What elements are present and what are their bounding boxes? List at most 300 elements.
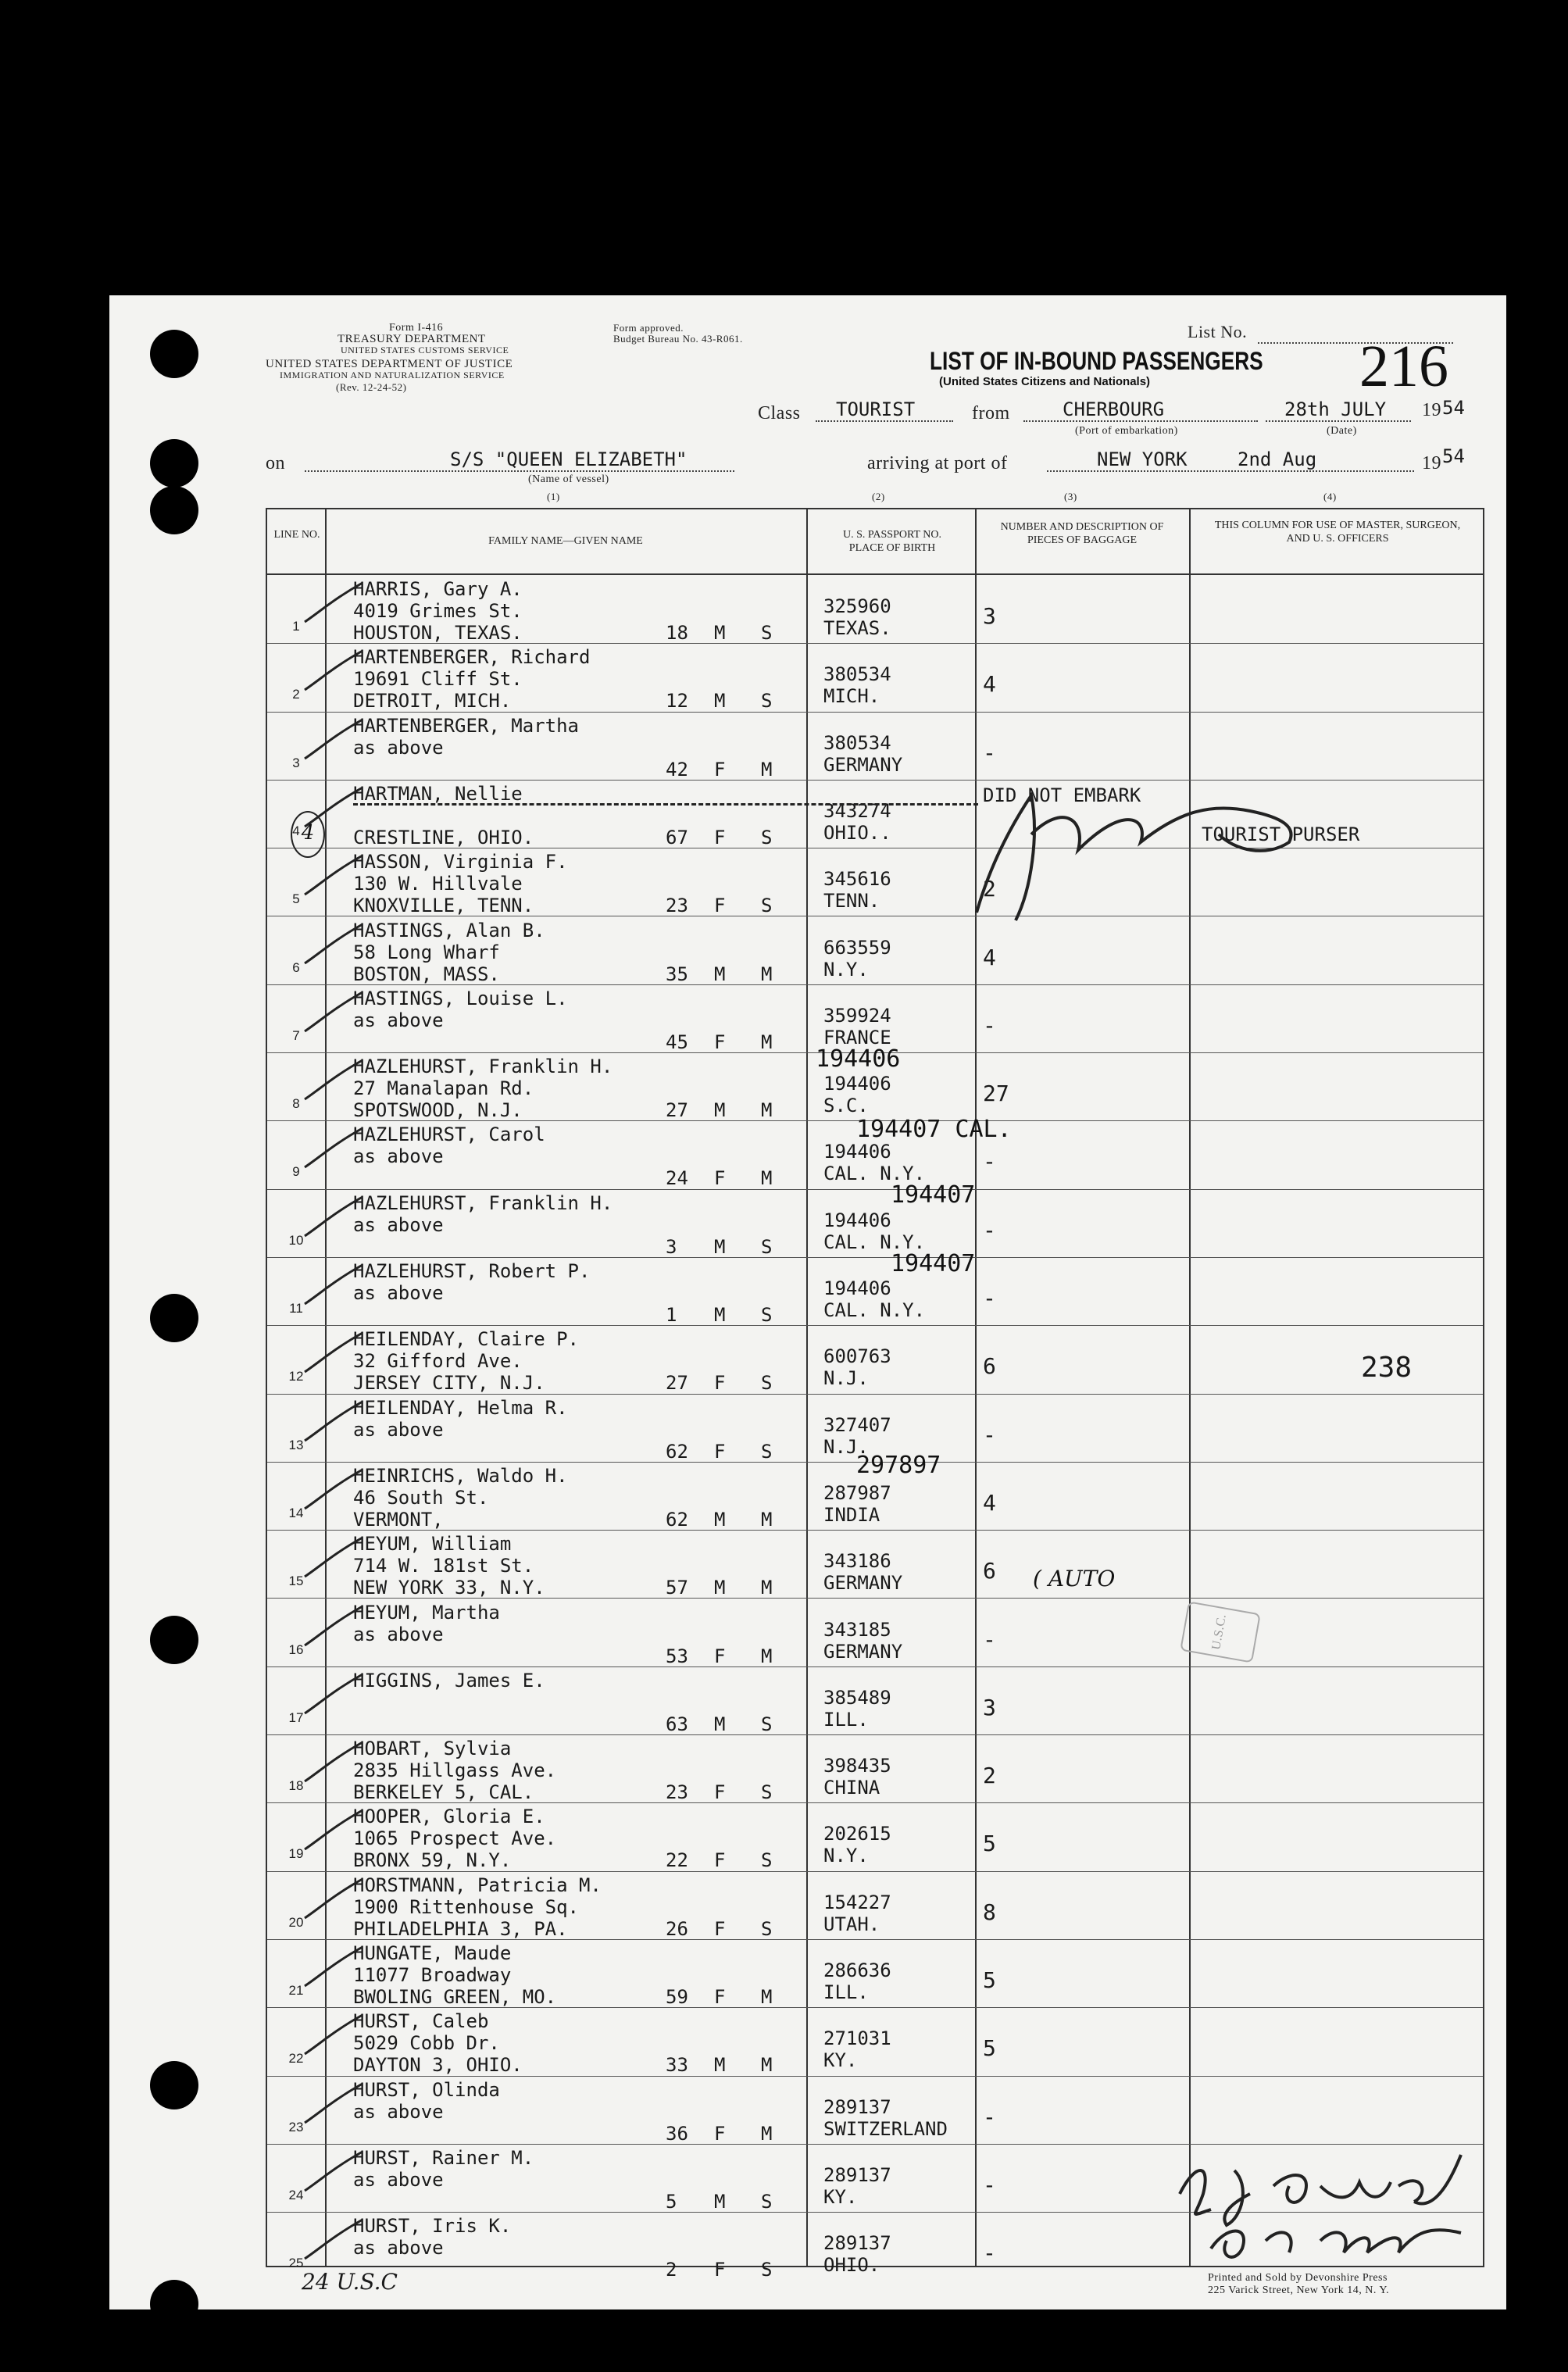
date-line <box>1266 420 1411 422</box>
place-of-birth: TENN. <box>823 890 880 913</box>
page-title: LIST OF IN-BOUND PASSENGERS <box>930 347 1263 375</box>
line-number: 1 <box>292 619 300 634</box>
year-prefix: 19 <box>1422 400 1441 420</box>
table-row <box>267 1666 1483 1734</box>
sex: M <box>714 1577 726 1599</box>
passport-number: 600763 <box>823 1345 891 1368</box>
list-no-label: List No. <box>1188 322 1248 341</box>
address-line-1: as above <box>353 2100 444 2123</box>
address-line-2: DETROIT, MICH. <box>353 690 512 713</box>
passenger-name: HARTENBERGER, Martha <box>353 714 579 737</box>
address-line-2: DAYTON 3, OHIO. <box>353 2054 523 2077</box>
check-tick-icon <box>303 1328 366 1377</box>
marital-status: S <box>761 1440 773 1463</box>
passenger-name: HEINRICHS, Waldo H. <box>353 1464 568 1487</box>
date-caption: (Date) <box>1327 425 1357 437</box>
age: 1 <box>666 1304 677 1326</box>
passenger-name: HURST, Olinda <box>353 2078 500 2101</box>
age: 23 <box>666 1781 688 1804</box>
table-row <box>267 2007 1483 2075</box>
line-number: 25 <box>288 2256 304 2271</box>
age: 67 <box>666 826 688 848</box>
place-of-birth: N.Y. <box>823 958 869 981</box>
marital-status: M <box>761 963 773 985</box>
check-tick-icon <box>303 851 366 899</box>
line-number: 2 <box>292 687 300 702</box>
passport-number: 343185 <box>823 1618 891 1641</box>
address-line-1: 11077 Broadway <box>353 1964 512 1986</box>
passenger-name: HARTENBERGER, Richard <box>353 646 591 669</box>
age: 57 <box>666 1577 688 1599</box>
place-of-birth: N.J. <box>823 1435 869 1458</box>
age: 63 <box>666 1713 688 1735</box>
passenger-name: HIGGINS, James E. <box>353 1669 545 1691</box>
passport-number: 202615 <box>823 1823 891 1845</box>
marital-status: S <box>761 1372 773 1395</box>
check-tick-icon <box>303 2010 366 2059</box>
form-number: Form I-416 <box>389 322 444 334</box>
place-of-birth: CAL. N.Y. <box>823 1299 926 1321</box>
officer-note: TOURIST PURSER <box>1202 823 1360 845</box>
address-line-2: BRONX 59, N.Y. <box>353 1849 512 1872</box>
baggage-count: 4 <box>983 1489 996 1516</box>
col-num-1: (1) <box>547 491 560 502</box>
passenger-name: HASTINGS, Alan B. <box>353 919 545 941</box>
correction-row-10: 194407 <box>891 1181 976 1209</box>
sex: F <box>714 1917 726 1940</box>
vessel-caption: (Name of vessel) <box>528 473 609 485</box>
baggage-count: 3 <box>983 1694 996 1720</box>
check-tick-icon <box>303 1942 366 1991</box>
marital-status: S <box>761 826 773 848</box>
address-line-2: CRESTLINE, OHIO. <box>353 826 534 848</box>
place-of-birth: CAL. N.Y. <box>823 1163 926 1185</box>
baggage-count: 5 <box>983 1831 996 1857</box>
line-number: 17 <box>288 1709 304 1725</box>
arrival-line <box>1047 470 1414 472</box>
port-caption: (Port of embarkation) <box>1075 425 1178 437</box>
baggage-count: - <box>983 1421 996 1448</box>
passenger-name: HOOPER, Gloria E. <box>353 1806 545 1828</box>
col-header-baggage: NUMBER AND DESCRIPTION OF PIECES OF BAGGAGE <box>1000 521 1164 546</box>
check-tick-icon <box>303 988 366 1036</box>
passenger-name: HAZLEHURST, Robert P. <box>353 1260 591 1282</box>
place-of-birth: KY. <box>823 2185 858 2208</box>
line-number: 22 <box>288 2051 304 2067</box>
passport-number: 194406 <box>823 1073 891 1095</box>
class-label: Class <box>758 403 801 423</box>
baggage-count: - <box>983 1216 996 1243</box>
place-of-birth: UTAH. <box>823 1913 880 1935</box>
col-header-officers: THIS COLUMN FOR USE OF MASTER, SURGEON, AND U. S. OFFICERS <box>1214 520 1461 545</box>
passenger-name: HOBART, Sylvia <box>353 1738 512 1760</box>
check-tick-icon <box>303 2215 366 2263</box>
passenger-name: HEILENDAY, Helma R. <box>353 1396 568 1419</box>
place-of-birth: GERMANY <box>823 1572 903 1595</box>
arrival-year: 54 <box>1442 445 1465 467</box>
passenger-name: HEILENDAY, Claire P. <box>353 1328 579 1351</box>
line-number: 5 <box>292 891 300 907</box>
line-number: 21 <box>288 1983 304 1998</box>
address-line-1: as above <box>353 1213 444 1236</box>
age: 26 <box>666 1917 688 1940</box>
revision: (Rev. 12-24-52) <box>336 381 407 393</box>
table-row <box>267 984 1483 1052</box>
passport-number: 380534 <box>823 731 891 754</box>
check-tick-icon <box>303 715 366 763</box>
punch-hole <box>150 486 198 534</box>
address-line-1: 5029 Cobb Dr. <box>353 2032 500 2055</box>
sex: F <box>714 1986 726 2008</box>
marital-status: S <box>761 690 773 713</box>
passport-number: 287987 <box>823 1481 891 1504</box>
baggage-count: 5 <box>983 2035 996 2062</box>
place-of-birth: TEXAS. <box>823 617 891 639</box>
address-line-2: KNOXVILLE, TENN. <box>353 895 534 917</box>
sex: M <box>714 1713 726 1735</box>
page-subtitle: (United States Citizens and Nationals) <box>939 375 1151 388</box>
punch-hole <box>150 2061 198 2109</box>
address-line-1: as above <box>353 736 444 759</box>
footer-usc: 24 U.S.C <box>302 2269 398 2295</box>
line-number: 13 <box>288 1437 304 1452</box>
sex: F <box>714 1167 726 1190</box>
printer-line-1: Printed and Sold by Devonshire Press <box>1208 2272 1388 2284</box>
place-of-birth: FRANCE <box>823 1026 891 1048</box>
row4-circle <box>291 811 325 858</box>
line-number: 18 <box>288 1778 304 1794</box>
passenger-name: HUNGATE, Maude <box>353 1942 512 1964</box>
check-tick-icon <box>303 578 366 627</box>
correction-row-9: 194407 CAL. <box>856 1116 1012 1143</box>
place-of-birth: GERMANY <box>823 753 903 776</box>
form-approved: Form approved. <box>613 322 684 334</box>
auto-note: ( AUTO <box>1033 1566 1116 1591</box>
line-number: 7 <box>292 1027 300 1043</box>
line-number: 4 <box>292 823 300 838</box>
baggage-count: 2 <box>983 1763 996 1789</box>
sex: F <box>714 1849 726 1872</box>
passport-number: 327407 <box>823 1413 891 1436</box>
age: 36 <box>666 2122 688 2145</box>
sex: F <box>714 895 726 917</box>
sex: F <box>714 1781 726 1804</box>
address-line-2: BERKELEY 5, CAL. <box>353 1781 534 1804</box>
table-row <box>267 1939 1483 2007</box>
address-line-1: 58 Long Wharf <box>353 941 500 963</box>
correction-row-11: 194407 <box>891 1250 976 1277</box>
marital-status: S <box>761 1713 773 1735</box>
address-line-1: 130 W. Hillvale <box>353 873 523 895</box>
check-tick-icon <box>303 1533 366 1581</box>
passenger-name: HASSON, Virginia F. <box>353 851 568 873</box>
place-of-birth: OHIO.. <box>823 821 891 844</box>
punch-hole <box>150 330 198 378</box>
marital-status: S <box>761 1235 773 1258</box>
line-number: 20 <box>288 1914 304 1930</box>
class-line <box>816 420 953 422</box>
passport-number: 325960 <box>823 595 891 617</box>
passport-number: 194406 <box>823 1141 891 1163</box>
place-of-birth: OHIO. <box>823 2254 880 2277</box>
address-line-2: BOSTON, MASS. <box>353 963 500 985</box>
col-num-2: (2) <box>872 491 885 502</box>
age: 18 <box>666 622 688 644</box>
passenger-name: HAZLEHURST, Franklin H. <box>353 1191 613 1214</box>
address-line-1: 32 Gifford Ave. <box>353 1350 523 1373</box>
baggage-count: - <box>983 739 996 766</box>
arrival-date: 2nd Aug <box>1238 448 1317 470</box>
marital-status: M <box>761 1508 773 1531</box>
sex: M <box>714 1304 726 1326</box>
line-number: 24 <box>288 2187 304 2202</box>
address-line-2: SPOTSWOOD, N.J. <box>353 1099 523 1122</box>
address-line-1: 46 South St. <box>353 1486 489 1509</box>
line-number: 3 <box>292 755 300 770</box>
col-header-passport: U. S. PASSPORT NO. PLACE OF BIRTH <box>843 529 941 554</box>
baggage-count: - <box>983 1148 996 1175</box>
table-row <box>267 712 1483 780</box>
place-of-birth: INDIA <box>823 1503 880 1526</box>
age: 2 <box>666 2259 677 2281</box>
age: 35 <box>666 963 688 985</box>
check-tick-icon <box>303 1465 366 1513</box>
line-number: 10 <box>288 1232 304 1248</box>
address-line-1: as above <box>353 2237 444 2259</box>
sex: F <box>714 1440 726 1463</box>
address-line-1: 1065 Prospect Ave. <box>353 1827 557 1850</box>
place-of-birth: S.C. <box>823 1095 869 1117</box>
age: 27 <box>666 1372 688 1395</box>
baggage-count: DID NOT EMBARK <box>983 784 1141 806</box>
table-row <box>267 1734 1483 1802</box>
address-line-1: 27 Manalapan Rd. <box>353 1077 534 1100</box>
correction-row-14: 297897 <box>856 1452 941 1479</box>
table-row <box>267 1530 1483 1598</box>
passenger-name: HURST, Iris K. <box>353 2215 512 2238</box>
marital-status: M <box>761 2054 773 2077</box>
check-tick-icon <box>303 2147 366 2195</box>
check-tick-icon <box>303 1806 366 1854</box>
line-number: 14 <box>288 1505 304 1520</box>
address-line-1: as above <box>353 1009 444 1031</box>
purser-signature-scrawl <box>922 772 1391 928</box>
passenger-name: HASTINGS, Louise L. <box>353 987 568 1009</box>
table-row <box>267 1189 1483 1257</box>
passport-number: 194406 <box>823 1209 891 1231</box>
table-row <box>267 1599 1483 1666</box>
sex: F <box>714 1645 726 1667</box>
passport-number: 663559 <box>823 936 891 959</box>
marital-status: M <box>761 2122 773 2145</box>
check-tick-icon <box>303 1056 366 1104</box>
passenger-name: HEYUM, William <box>353 1533 512 1556</box>
address-line-1: 19691 Cliff St. <box>353 668 523 691</box>
sex: F <box>714 1372 726 1395</box>
age: 27 <box>666 1099 688 1122</box>
check-tick-icon <box>303 1602 366 1650</box>
sex: M <box>714 2054 726 2077</box>
table-row <box>267 643 1483 711</box>
port-line <box>1023 420 1258 422</box>
sex: M <box>714 1099 726 1122</box>
punch-hole <box>150 439 198 488</box>
marital-status: S <box>761 2259 773 2281</box>
passport-number: 154227 <box>823 1891 891 1913</box>
baggage-count: 4 <box>983 671 996 698</box>
baggage-count: 6 <box>983 1353 996 1380</box>
passport-number: 359924 <box>823 1004 891 1027</box>
place-of-birth: N.Y. <box>823 1845 869 1867</box>
place-of-birth: SWITZERLAND <box>823 2117 948 2140</box>
place-of-birth: ILL. <box>823 1708 869 1731</box>
baggage-count: 2 <box>983 876 996 902</box>
table-row <box>267 1802 1483 1870</box>
passenger-name: HARRIS, Gary A. <box>353 578 523 600</box>
age: 23 <box>666 895 688 917</box>
address-line-2: VERMONT, <box>353 1508 444 1531</box>
on-label: on <box>266 453 285 473</box>
passport-number: 271031 <box>823 2027 891 2050</box>
marital-status: M <box>761 1167 773 1190</box>
address-line-2: BWOLING GREEN, MO. <box>353 1986 557 2008</box>
address-line-1: as above <box>353 2168 444 2191</box>
address-line-2: HOUSTON, TEXAS. <box>353 622 523 644</box>
sex: M <box>714 1508 726 1531</box>
sex: F <box>714 1031 726 1053</box>
place-of-birth: N.J. <box>823 1367 869 1390</box>
passenger-name: HARTMAN, Nellie <box>353 782 523 805</box>
printer-line-2: 225 Varick Street, New York 14, N. Y. <box>1208 2284 1390 2296</box>
line-number: 16 <box>288 1641 304 1657</box>
line-number: 23 <box>288 2119 304 2134</box>
place-of-birth: CAL. N.Y. <box>823 1231 926 1253</box>
correction-row-8: 194406 <box>816 1045 901 1073</box>
marital-status: M <box>761 1099 773 1122</box>
table-row <box>267 1325 1483 1393</box>
baggage-count: 6 <box>983 1558 996 1584</box>
age: 42 <box>666 758 688 781</box>
address-line-1: 4019 Grimes St. <box>353 600 523 622</box>
line-number: 11 <box>289 1301 303 1316</box>
check-tick-icon <box>303 1670 366 1718</box>
passport-number: 286636 <box>823 1959 891 1981</box>
baggage-count: - <box>983 2103 996 2130</box>
passenger-name: HEYUM, Martha <box>353 1601 500 1624</box>
age: 12 <box>666 690 688 713</box>
line-number: 19 <box>288 1846 304 1862</box>
sex: M <box>714 622 726 644</box>
list-no-value: 216 <box>1359 334 1448 399</box>
address-line-1: as above <box>353 1282 444 1304</box>
marital-status: S <box>761 622 773 644</box>
passport-number: 289137 <box>823 2163 891 2186</box>
arriving-label: arriving at port of <box>867 453 1008 473</box>
address-line-2: PHILADELPHIA 3, PA. <box>353 1917 568 1940</box>
passport-number: 398435 <box>823 1755 891 1777</box>
marital-status: S <box>761 1849 773 1872</box>
passport-number: 343274 <box>823 799 891 822</box>
baggage-count: - <box>983 1012 996 1038</box>
baggage-count: - <box>983 2240 996 2267</box>
passenger-name: HURST, Rainer M. <box>353 2146 534 2169</box>
sex: M <box>714 2190 726 2213</box>
check-tick-icon <box>303 1874 366 1923</box>
justice-dept: UNITED STATES DEPARTMENT OF JUSTICE <box>266 358 513 370</box>
marital-status: S <box>761 1781 773 1804</box>
passport-number: 194406 <box>823 1277 891 1299</box>
marital-status: S <box>761 895 773 917</box>
vessel-line <box>305 470 734 472</box>
sex: F <box>714 758 726 781</box>
check-tick-icon <box>303 1123 366 1172</box>
check-tick-icon <box>303 2079 366 2127</box>
arrival-port: NEW YORK <box>1097 448 1188 470</box>
sex: F <box>714 2122 726 2145</box>
address-line-1: as above <box>353 1418 444 1441</box>
check-tick-icon <box>303 1397 366 1445</box>
marital-status: M <box>761 758 773 781</box>
address-line-1: 1900 Rittenhouse Sq. <box>353 1895 579 1918</box>
place-of-birth: KY. <box>823 2049 858 2072</box>
table-row <box>267 2076 1483 2144</box>
passenger-name: HAZLEHURST, Franklin H. <box>353 1056 613 1078</box>
did-not-embark-line <box>353 803 978 806</box>
place-of-birth: GERMANY <box>823 1640 903 1663</box>
punch-hole <box>150 2280 198 2328</box>
passenger-name: HORSTMANN, Patricia M. <box>353 1874 602 1896</box>
col-num-4: (4) <box>1323 491 1337 502</box>
baggage-count: 8 <box>983 1899 996 1925</box>
punch-hole <box>150 1294 198 1342</box>
address-line-2: NEW YORK 33, N.Y. <box>353 1577 545 1599</box>
passport-number: 385489 <box>823 1686 891 1709</box>
vessel-name: S/S "QUEEN ELIZABETH" <box>450 448 688 470</box>
address-line-1: 2835 Hillgass Ave. <box>353 1759 557 1782</box>
check-tick-icon <box>303 1260 366 1309</box>
passenger-list-sheet <box>109 295 1506 2309</box>
sex: F <box>714 2259 726 2281</box>
age: 33 <box>666 2054 688 2077</box>
col-num-3: (3) <box>1064 491 1077 502</box>
table-row <box>267 1871 1483 1939</box>
age: 53 <box>666 1645 688 1667</box>
age: 45 <box>666 1031 688 1053</box>
punch-hole <box>150 1616 198 1664</box>
port-of-embarkation: CHERBOURG <box>1063 398 1165 420</box>
class-value: TOURIST <box>836 398 916 420</box>
age: 22 <box>666 1849 688 1872</box>
ins-service: IMMIGRATION AND NATURALIZATION SERVICE <box>280 370 505 380</box>
from-label: from <box>972 403 1010 423</box>
table-row <box>267 1257 1483 1325</box>
marital-status: M <box>761 1645 773 1667</box>
sex: F <box>714 826 726 848</box>
address-line-1: 714 W. 181st St. <box>353 1555 534 1577</box>
baggage-count: 3 <box>983 603 996 629</box>
check-tick-icon <box>303 646 366 695</box>
baggage-count: - <box>983 1285 996 1311</box>
row4-circle-number: 4 <box>301 821 315 845</box>
passport-number: 289137 <box>823 2095 891 2118</box>
place-of-birth: ILL. <box>823 1981 869 2003</box>
passport-number: 380534 <box>823 663 891 686</box>
baggage-count: 27 <box>983 1081 1009 1107</box>
sex: M <box>714 1235 726 1258</box>
customs-service: UNITED STATES CUSTOMS SERVICE <box>341 345 509 355</box>
check-tick-icon <box>303 920 366 968</box>
budget-bureau: Budget Bureau No. 43-R061. <box>613 333 743 345</box>
